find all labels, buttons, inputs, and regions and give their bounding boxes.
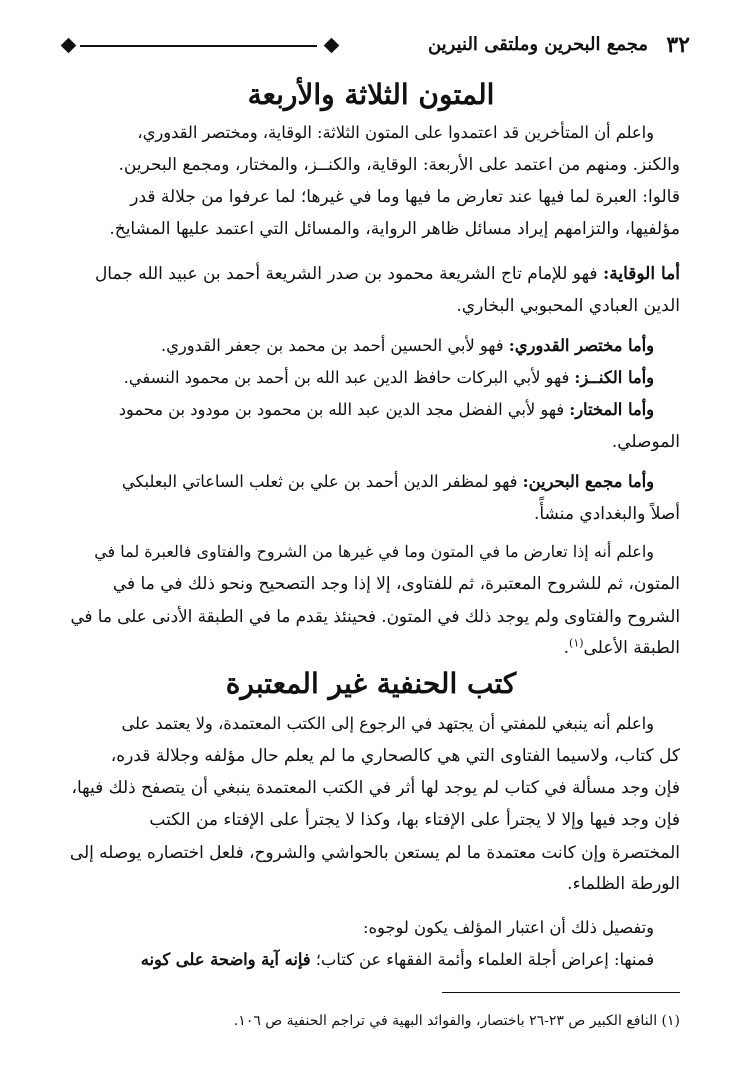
page-number: ٣٢ (666, 32, 690, 58)
paragraph-majma-al-bahrayn (70, 466, 680, 530)
diamond-ornament-left (61, 38, 77, 54)
footnote-reference: (١) (569, 636, 584, 650)
text-line (70, 362, 680, 394)
text-line: واعلم أنه إذا تعارض ما في المتون وما في غيرها من الشروح والفتاوى فالعبرة لما في (94, 542, 654, 561)
text-line: مؤلفيها، والتزامهم إيراد مسائل ظاهر الرواية، والمسائل التي اعتمد عليها المشايخ. (109, 219, 680, 239)
text-line (70, 394, 680, 426)
text-line: الشروح والفتاوى ولم يوجد ذلك في المتون. فحينئذ يقدم ما في الطبقة الأدنى على ما في (70, 606, 680, 626)
line-text: فمنها: إعراض أجلة العلماء وأئمة الفقهاء عن كتاب؛ (315, 950, 654, 969)
paragraph-conflict-rule (70, 536, 680, 664)
paragraph-mufti-guidance (70, 708, 680, 900)
term-description: فهو لمظفر الدين أحمد بن علي بن ثعلب الساعاتي البعلبكي (121, 472, 518, 491)
paragraph-mukhtasar-al-quduri (70, 330, 680, 362)
text-line: أصلاً والبغدادي منشأً. (533, 504, 680, 524)
text-line: المتون، ثم للشروح المعتبرة، ثم للفتاوى، إلا إذا وجد التصحيح ونحو ذلك في ما في (112, 574, 680, 594)
paragraph-reliance-on-texts (70, 117, 680, 245)
diamond-ornament-right (324, 38, 340, 54)
paragraph-al-wiqaya (70, 258, 680, 322)
section-heading-three-and-four-texts: المتون الثلاثة والأربعة (247, 78, 495, 111)
term-label: وأما مختصر القدوري: (508, 336, 654, 355)
bold-phrase: فإنه آية واضحة على كونه (140, 950, 311, 969)
text-line: الموصلي. (611, 432, 680, 452)
term-description: فهو لأبي الفضل مجد الدين عبد الله بن محمود بن مودود بن محمود (118, 400, 565, 419)
term-label: وأما المختار: (569, 400, 654, 419)
line-end: . (563, 638, 570, 658)
text-line: الورطة الظلماء. (567, 874, 680, 894)
term-description: فهو للإمام تاج الشريعة محمود بن صدر الشريعة أحمد بن عبيد الله جمال (94, 264, 598, 284)
text-line: فإن وجد فيها وإلا لا يجترأ على الإفتاء بها، وكذا لا يجترأ على الإفتاء من الكتب (149, 810, 680, 830)
header-rule (80, 45, 317, 47)
text-line: وتفصيل ذلك أن اعتبار المؤلف يكون لوجوه: (363, 918, 654, 937)
text-line: المختصرة وإن كانت معتمدة ما لم يستعن بالحواشي والشروح، فلعل اختصاره يوصله إلى (69, 842, 680, 862)
text-line: الدين العبادي المحبوبي البخاري. (456, 296, 680, 316)
line-text: الطبقة الأعلى (583, 638, 680, 658)
text-line: واعلم أنه ينبغي للمفتي أن يجتهد في الرجوع إلى الكتب المعتمدة، ولا يعتمد على (121, 714, 654, 733)
footnote-divider (442, 992, 680, 993)
term-label: وأما الكنــز: (574, 368, 654, 387)
text-line: فإن وجد مسألة في كتاب لم يوجد لها أثر في الكتب المعتمدة ينبغي أن يتصفح ذلك فيها، (71, 778, 680, 798)
running-title: مجمع البحرين وملتقى النيرين (427, 34, 648, 55)
footnote: (١) النافع الكبير ص ٢٣-٢٦ باختصار، والفوائد البهية في تراجم الحنفية ص ١٠٦. (233, 1013, 680, 1029)
term-label: وأما مجمع البحرين: (522, 472, 654, 491)
paragraph-first-reason (70, 944, 680, 976)
text-line (70, 258, 680, 290)
term-description: فهو لأبي الحسين أحمد بن محمد بن جعفر القدوري. (160, 336, 504, 355)
text-line: قالوا: العبرة لما فيها عند تعارض ما فيها وما في غيرها؛ لما عرفوا من جلالة قدر (130, 187, 680, 207)
text-line (70, 466, 680, 498)
text-line: والكنز. ومنهم من اعتمد على الأربعة: الوقاية، والكنــز، والمختار، ومجمع البحرين. (118, 155, 680, 175)
text-line: واعلم أن المتأخرين قد اعتمدوا على المتون الثلاثة: الوقاية، ومختصر القدوري، (137, 123, 654, 142)
paragraph-al-kanz (70, 362, 680, 394)
paragraph-detail-intro (70, 912, 680, 944)
paragraph-al-mukhtar (70, 394, 680, 458)
term-label: أما الوقاية: (602, 264, 680, 284)
text-line (70, 330, 680, 362)
text-line: كل كتاب، ولاسيما الفتاوى التي هي كالصحاري ما لم يعلم حال مؤلفه وجلالة قدره، (110, 746, 680, 766)
running-header (30, 30, 712, 60)
section-heading-unreliable-books: كتب الحنفية غير المعتبرة (225, 667, 517, 700)
text-line (70, 944, 680, 976)
term-description: فهو لأبي البركات حافظ الدين عبد الله بن أحمد بن محمود النسفي. (123, 368, 570, 387)
text-line (70, 632, 680, 664)
